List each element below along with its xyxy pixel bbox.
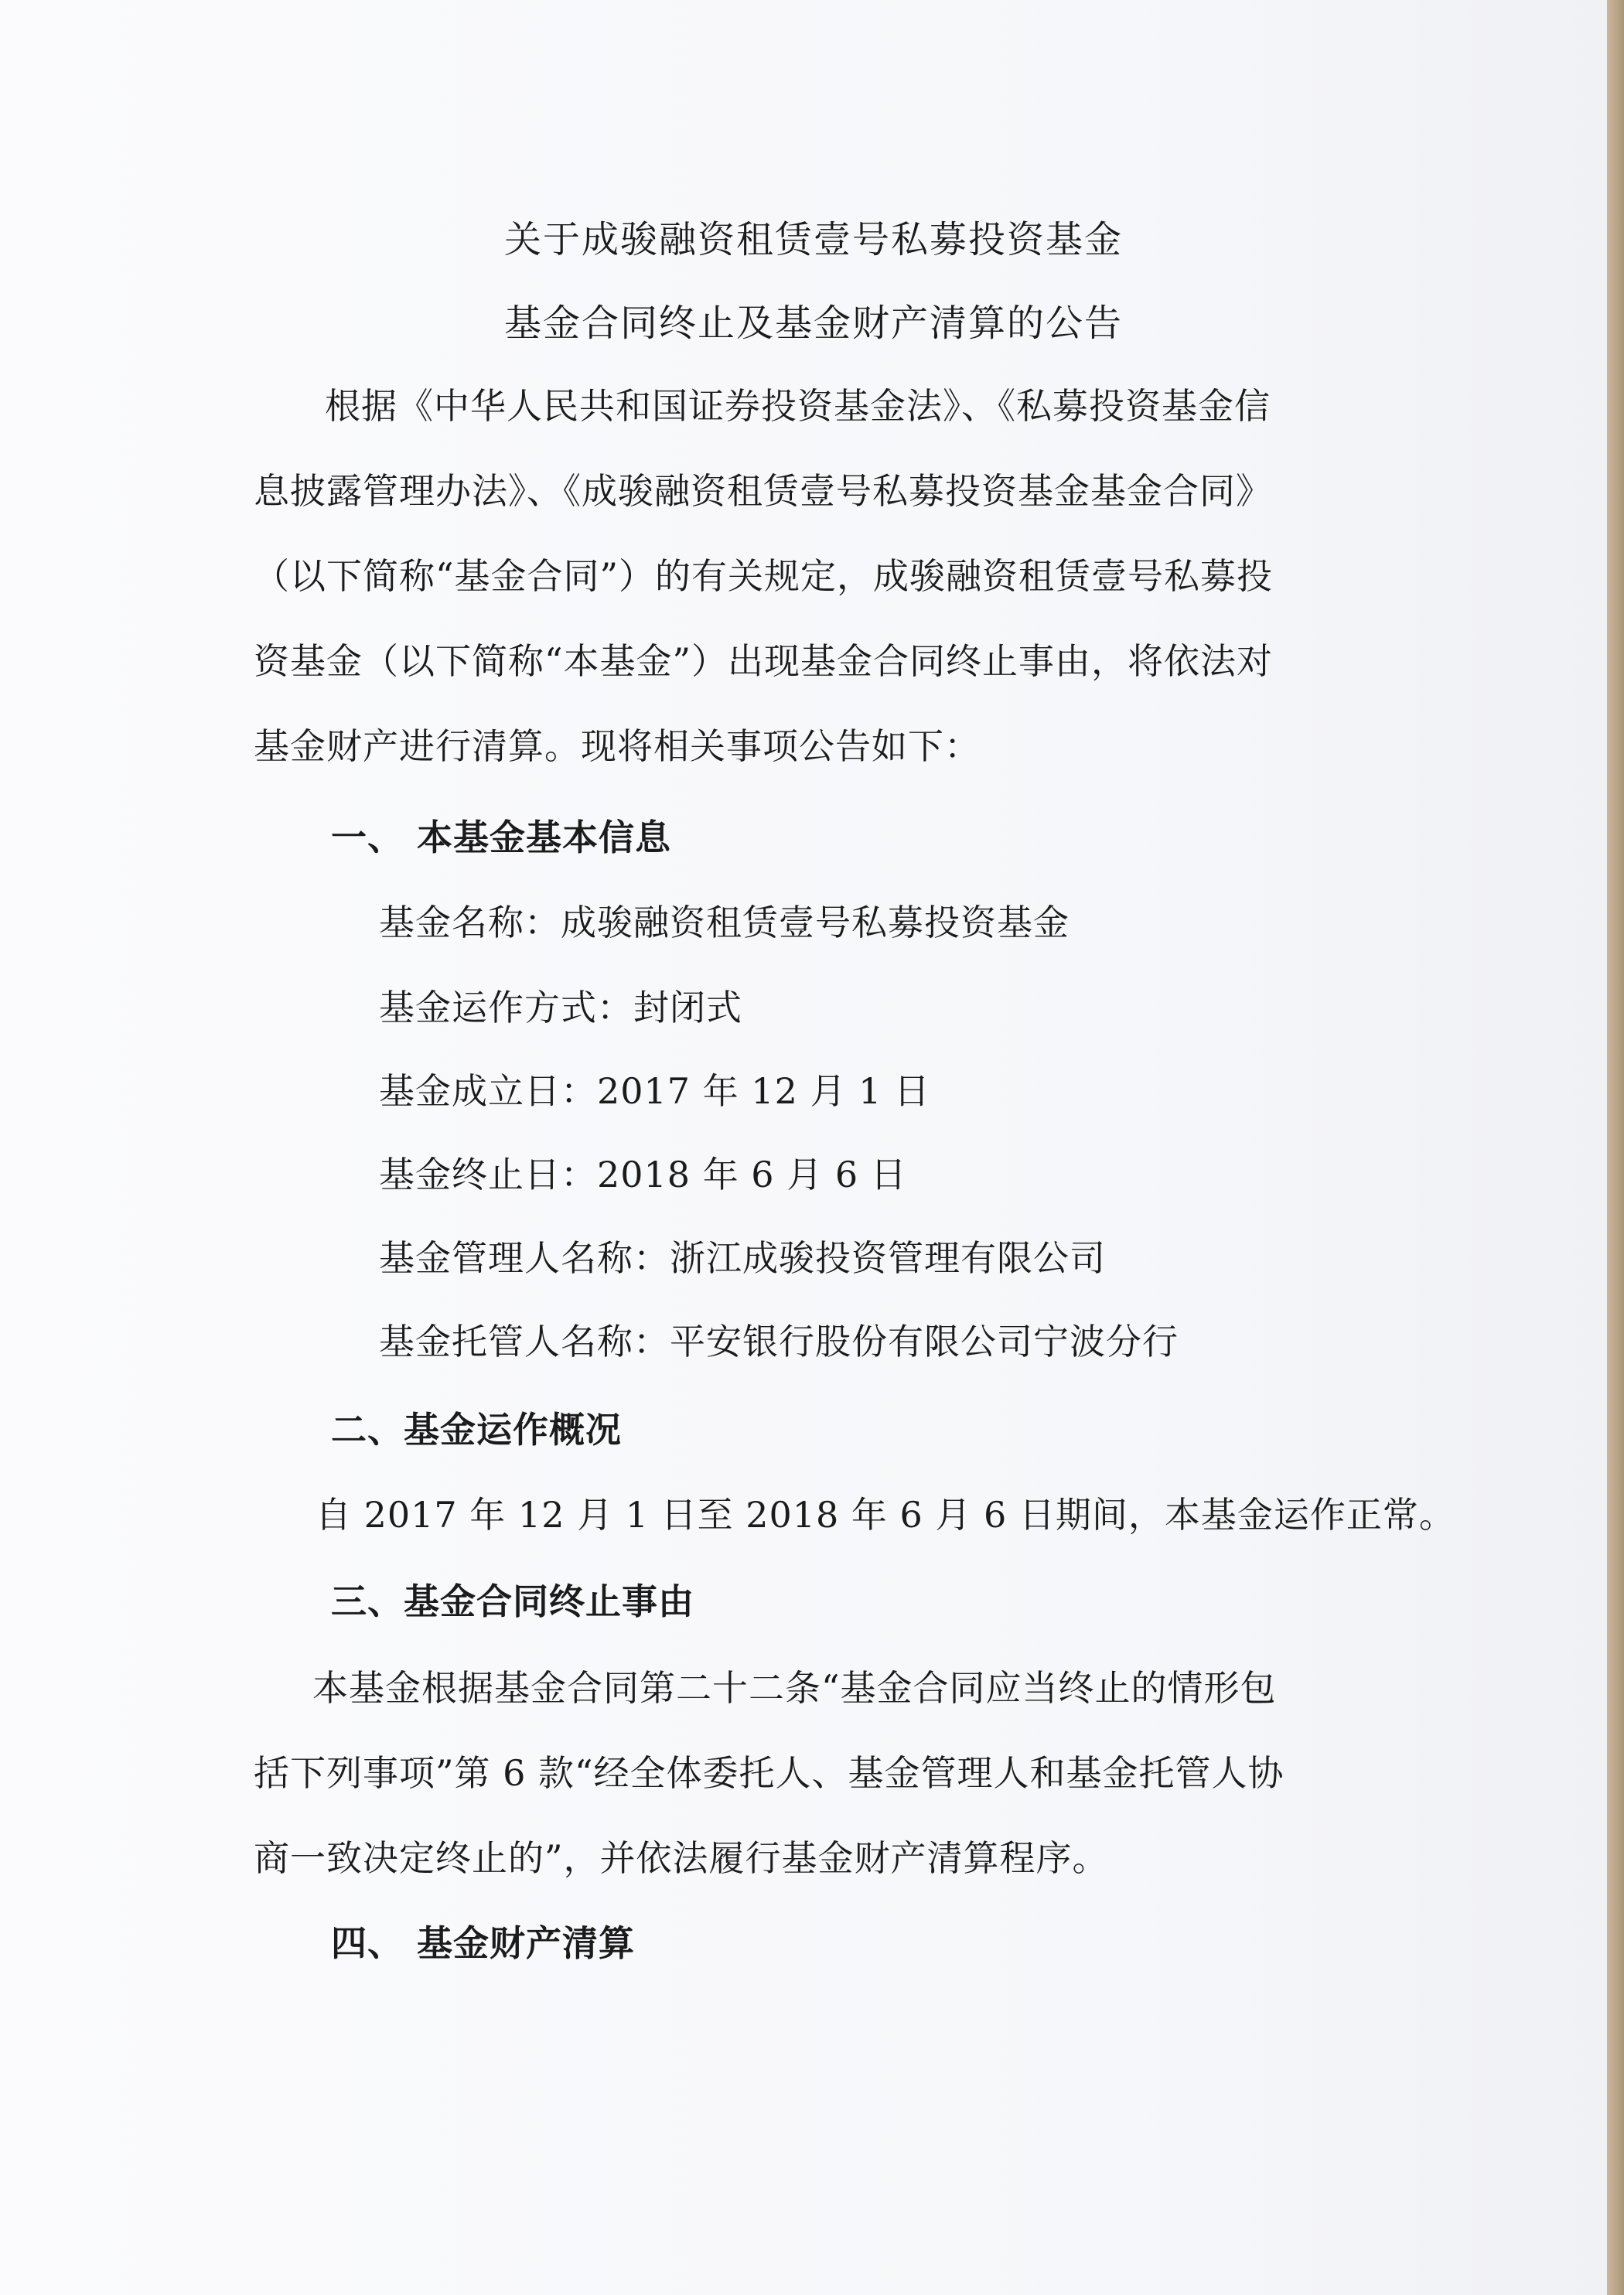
section-3-line-1: 本基金根据基金合同第二十二条“基金合同应当终止的情形包 (312, 1667, 1277, 1709)
intro-line-2: 息披露管理办法》、《成骏融资租赁壹号私募投资基金基金合同》 (254, 470, 1272, 512)
section-3-line-2: 括下列事项”第 6 款“经全体委托人、基金管理人和基金托管人协 (254, 1752, 1285, 1794)
fund-establishment-date: 基金成立日：2017 年 12 月 1 日 (379, 1070, 930, 1112)
intro-line-1: 根据《中华人民共和国证券投资基金法》、《私募投资基金信 (325, 385, 1271, 427)
fund-custodian-name: 基金托管人名称：平安银行股份有限公司宁波分行 (379, 1321, 1179, 1362)
title-line-2: 基金合同终止及基金财产清算的公告 (504, 302, 1124, 345)
intro-line-3: （以下简称“基金合同”）的有关规定，成骏融资租赁壹号私募投 (254, 555, 1274, 597)
intro-line-5: 基金财产进行清算。现将相关事项公告如下： (254, 725, 981, 767)
section-2-text: 自 2017 年 12 月 1 日至 2018 年 6 月 6 日期间，本基金运作正常。 (316, 1494, 1455, 1536)
section-4-heading: 四、 基金财产清算 (331, 1922, 636, 1964)
intro-line-4: 资基金（以下简称“本基金”）出现基金合同终止事由，将依法对 (254, 640, 1274, 682)
section-2-heading: 二、基金运作概况 (331, 1409, 622, 1451)
section-3-heading: 三、基金合同终止事由 (331, 1581, 694, 1622)
fund-manager-name: 基金管理人名称：浙江成骏投资管理有限公司 (379, 1237, 1106, 1279)
section-1-heading: 一、 本基金基本信息 (331, 817, 672, 858)
fund-name: 基金名称：成骏融资租赁壹号私募投资基金 (379, 902, 1070, 943)
fund-termination-date: 基金终止日：2018 年 6 月 6 日 (379, 1154, 907, 1195)
title-line-1: 关于成骏融资租赁壹号私募投资基金 (504, 218, 1124, 261)
section-3-line-3: 商一致决定终止的”，并依法履行基金财产清算程序。 (254, 1837, 1109, 1879)
page-edge-background (1607, 0, 1624, 2295)
fund-operation-mode: 基金运作方式：封闭式 (379, 987, 742, 1028)
